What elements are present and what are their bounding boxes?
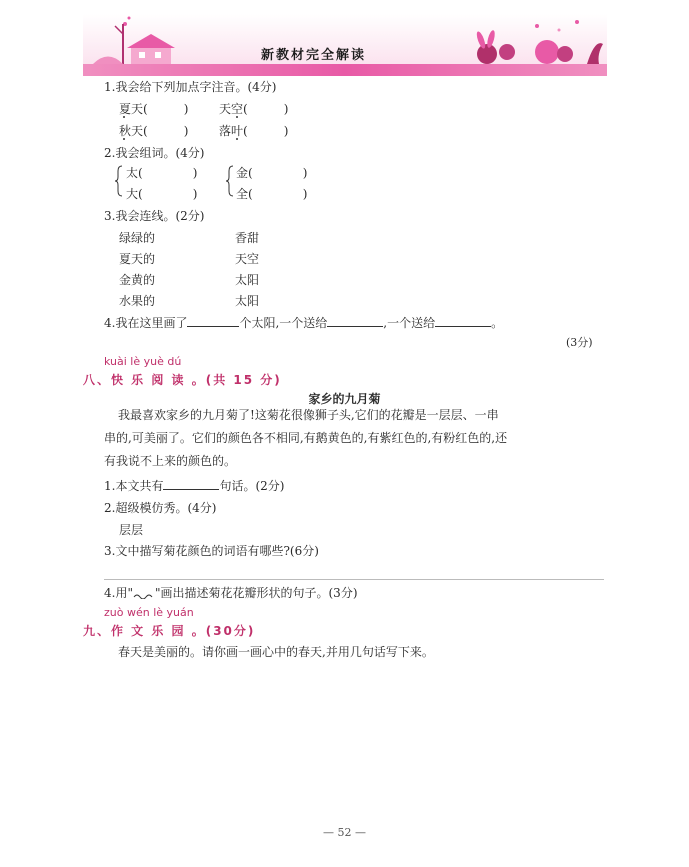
passage-line-2: 串的,可美丽了。它们的颜色各不相同,有鹅黄色的,有紫红色的,有粉红色的,还 [104,431,508,445]
q1-r1b: 天空( [219,102,248,116]
passage-title: 家乡的九月菊 [308,392,381,406]
q2-right-1 [236,164,307,181]
s8-q4-b: "画出描述菊花花瓣形状的句子。(3分) [154,586,358,600]
q4-part1: 4.我在这里画了 [104,316,188,330]
q2-l1-close: ) [192,166,198,180]
header-bar [83,64,607,76]
q2-l2: 大( [126,187,143,201]
section8-title: 八、快 乐 阅 读 。(共 15 分) [83,373,282,387]
s8-q4-a: 4.用" [104,586,133,600]
q1-r1a-close: ) [183,102,189,116]
q3-right-1: 天空 [235,252,260,266]
q1-r2a-close: ) [183,124,189,138]
dot-qiu [123,138,125,140]
dot-ye [236,138,238,140]
s8-q1-b: 句话。(2分) [219,479,285,493]
q3-right-2: 太阳 [235,273,260,287]
section9-prompt: 春天是美丽的。请你画一画心中的春天,并用几句话写下来。 [118,645,434,659]
q4-line [104,314,503,331]
q3-left-3: 水果的 [119,294,156,308]
section8-pinyin: kuài lè yuè dú [104,355,182,368]
brace-left [115,165,123,197]
q3-left-2: 金黄的 [119,273,156,287]
passage-line-1: 我最喜欢家乡的九月菊了!这菊花很像狮子头,它们的花瓣是一层层、一串 [118,408,499,422]
q4-part4: 。 [491,316,504,330]
q4-part2: 个太阳,一个送给 [239,316,328,330]
q1-r2b: 落叶( [219,124,248,138]
section9-title: 九、作 文 乐 园 。(30分) [83,624,256,638]
q2-l2-close: ) [192,187,198,201]
q3-left-1: 夏天的 [119,252,156,266]
q3-prompt: 3.我会连线。(2分) [104,209,205,223]
brace-right [226,165,234,197]
q1-r1a: 夏天( [119,102,148,116]
s8-q2-example: 层层 [119,523,144,537]
q2-l1: 太( [126,166,143,180]
q2-prompt: 2.我会组词。(4分) [104,146,205,160]
q4-blank-1[interactable] [187,314,239,327]
q4-score: (3分) [566,336,593,349]
s8-q3: 3.文中描写菊花颜色的词语有哪些?(6分) [104,544,319,558]
header-title: 新教材完全解读 [261,48,367,63]
dot-kong [236,116,238,118]
house-illustration [83,14,193,64]
q2-right-2 [236,185,307,202]
q3-right-0: 香甜 [235,231,260,245]
q1-item-luoye [219,122,288,139]
s8-q2: 2.超级模仿秀。(4分) [104,501,217,515]
page-header [83,14,607,76]
q2-left-2 [126,185,197,202]
rabbit-illustration [447,14,607,64]
q1-r2a: 秋天( [119,124,148,138]
s8-q3-answer-line[interactable] [104,579,604,580]
q2-r2-close: ) [302,187,308,201]
q1-item-tiankong [219,100,288,117]
s8-q1-a: 1.本文共有 [104,479,164,493]
q1-r2b-close: ) [283,124,289,138]
q4-part3: ,一个送给 [383,316,436,330]
wavy-line-icon [133,587,155,599]
q4-blank-3[interactable] [435,314,491,327]
q1-r1b-close: ) [283,102,289,116]
s8-q1 [104,477,284,494]
q4-blank-2[interactable] [327,314,383,327]
q1-item-qiutian [119,122,188,139]
page-number: — 52 — [323,826,366,839]
q2-left-1 [126,164,197,181]
q1-prompt: 1.我会给下列加点字注音。(4分) [104,80,277,94]
q2-r1: 金( [236,166,253,180]
q3-right-3: 太阳 [235,294,260,308]
q1-item-xiatian [119,100,188,117]
q2-r2: 全( [236,187,253,201]
s8-q4 [104,584,358,601]
passage-line-3: 有我说不上来的颜色的。 [104,454,237,468]
s8-q1-blank[interactable] [163,477,219,490]
q3-left-0: 绿绿的 [119,231,156,245]
dot-xia [123,116,125,118]
q2-r1-close: ) [302,166,308,180]
section9-pinyin: zuò wén lè yuán [104,606,194,619]
